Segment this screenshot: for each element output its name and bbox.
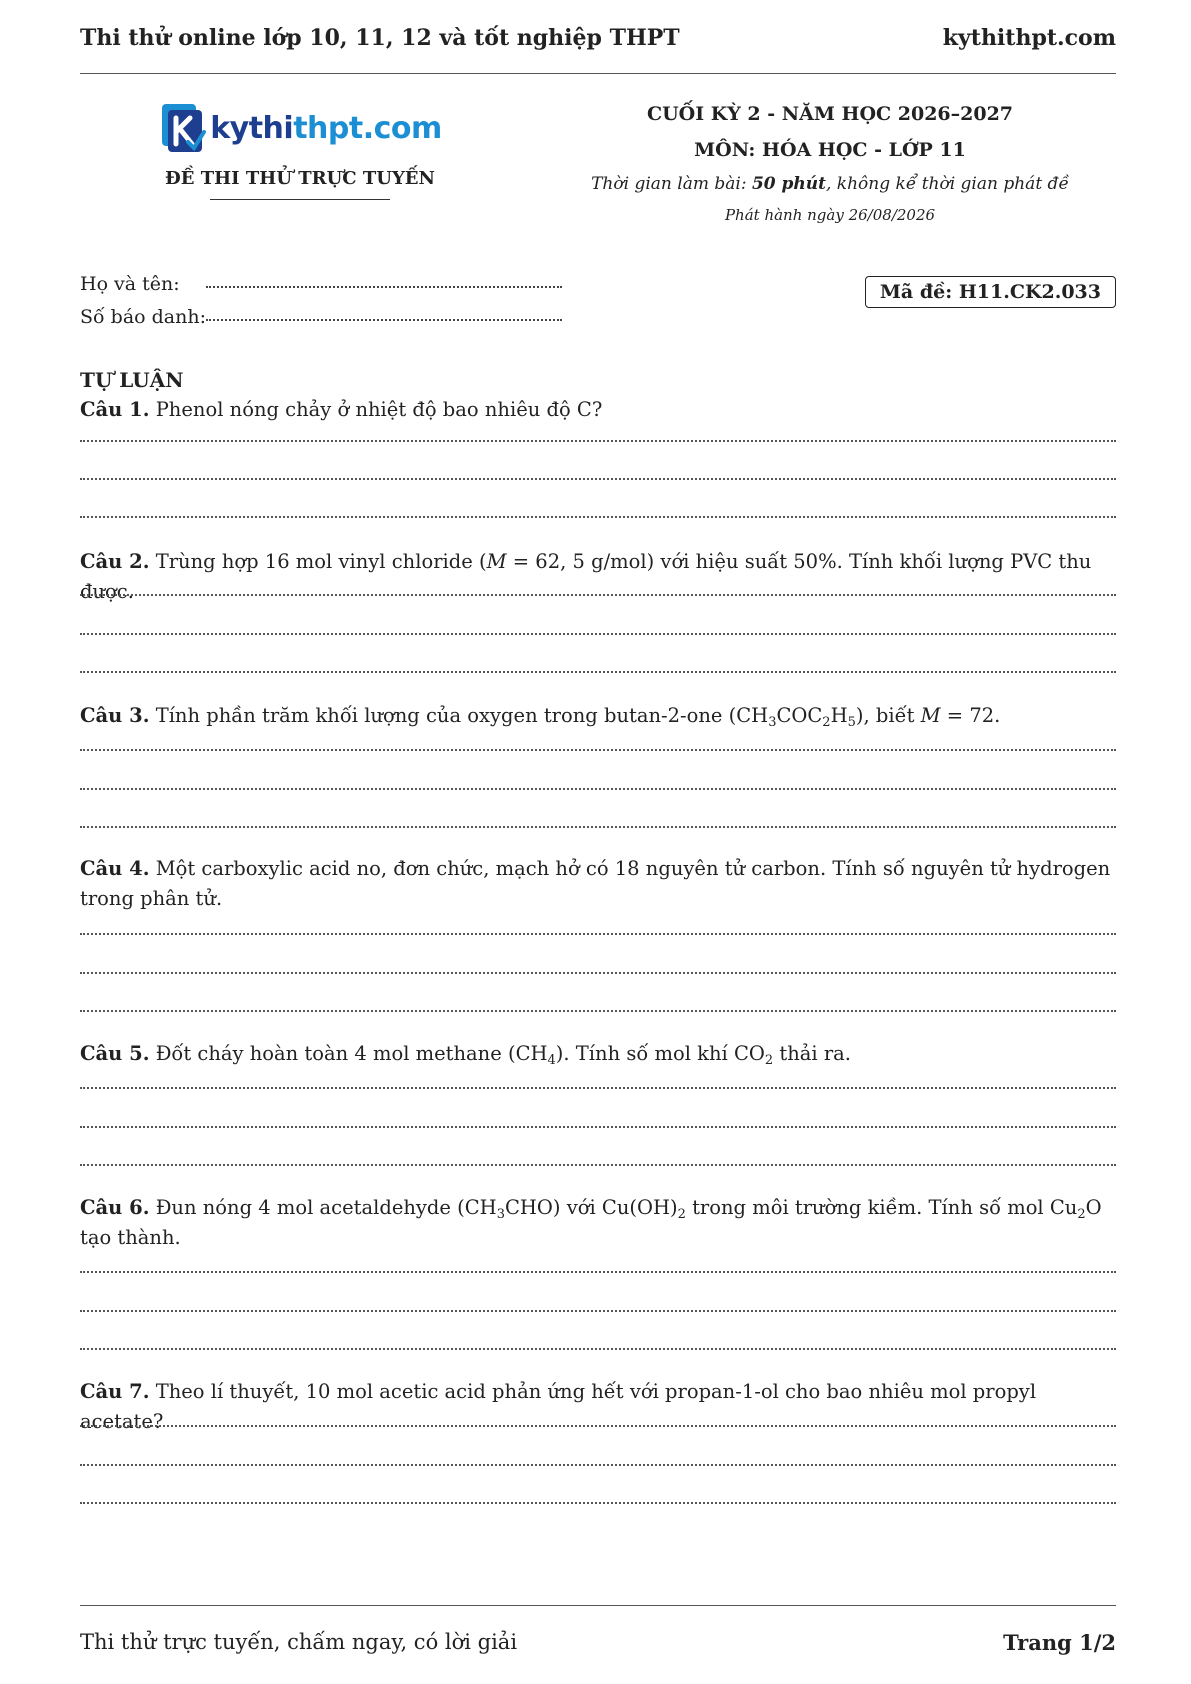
exam-code-badge: Mã đề: H11.CK2.033	[865, 276, 1116, 308]
exam-titles	[550, 96, 1110, 230]
answer-line[interactable]	[80, 1464, 1116, 1466]
question-text: COC	[776, 704, 823, 727]
answer-line[interactable]	[80, 1087, 1116, 1089]
answer-line[interactable]	[80, 594, 1116, 596]
question-text: Tính phần trăm khối lượng của oxygen trong butan-2-one (CH	[155, 704, 769, 727]
header-divider	[80, 73, 1116, 74]
subscript: 2	[822, 715, 831, 730]
answer-line[interactable]	[80, 1310, 1116, 1312]
question-number: Câu 7.	[80, 1380, 150, 1403]
question-number: Câu 5.	[80, 1042, 150, 1065]
answer-line[interactable]	[80, 671, 1116, 673]
answer-line[interactable]	[80, 826, 1116, 828]
brand-subtitle: ĐỀ THI THỬ TRỰC TUYẾN	[165, 168, 435, 189]
logo-wordmark	[210, 111, 442, 146]
question-text: Trùng hợp 16 mol vinyl chloride (	[155, 550, 487, 573]
answer-line[interactable]	[80, 749, 1116, 751]
duration-prefix: Thời gian làm bài:	[591, 174, 752, 194]
question-4	[80, 854, 1116, 914]
answer-line[interactable]	[80, 1126, 1116, 1128]
answer-line[interactable]	[80, 440, 1116, 442]
question-7	[80, 1377, 1116, 1437]
running-header	[80, 20, 1116, 56]
answer-line[interactable]	[80, 516, 1116, 518]
question-text: H	[830, 704, 848, 727]
answer-line[interactable]	[80, 1164, 1116, 1166]
exam-duration	[550, 168, 1110, 200]
question-text: thải ra.	[773, 1042, 851, 1065]
question-3	[80, 701, 1116, 731]
subscript: 2	[764, 1053, 774, 1068]
question-text: ), biết	[855, 704, 921, 727]
answer-line[interactable]	[80, 478, 1116, 480]
question-text: = 62, 5 g/mol) với hiệu suất 50%. Tính khối lượng PVC thu được.	[80, 550, 1092, 603]
question-text: ). Tính số mol khí CO	[555, 1042, 765, 1065]
duration-value: 50 phút	[751, 174, 826, 194]
question-text: Đốt cháy hoàn toàn 4 mol methane (CH	[155, 1042, 548, 1065]
exam-term: CUỐI KỲ 2 - NĂM HỌC 2026–2027	[646, 103, 1014, 125]
question-number: Câu 6.	[80, 1196, 150, 1219]
answer-line[interactable]	[80, 1348, 1116, 1350]
brand-block	[120, 100, 480, 200]
question-text: Theo lí thuyết, 10 mol acetic acid phản ứng hết với propan-1-ol cho bao nhiêu mol propyl acetate?	[80, 1380, 1037, 1433]
exam-subject: MÔN: HÓA HỌC - LỚP 11	[694, 139, 966, 161]
logo-icon	[158, 102, 206, 154]
question-number: Câu 3.	[80, 704, 150, 727]
question-text: trong môi trường kiềm. Tính số mol Cu	[685, 1196, 1078, 1219]
name-label: Họ và tên:	[80, 273, 180, 295]
math-variable: M	[486, 550, 507, 573]
logo-word-part1: kythi	[210, 110, 294, 146]
answer-line[interactable]	[80, 1010, 1116, 1012]
question-text: Phenol nóng chảy ở nhiệt độ bao nhiêu độ C?	[155, 398, 603, 421]
answer-line[interactable]	[80, 933, 1116, 935]
question-1	[80, 395, 1116, 425]
page-footer	[80, 1630, 1116, 1655]
id-field[interactable]	[206, 301, 562, 321]
footer-tagline: Thi thử trực tuyến, chấm ngay, có lời giải	[80, 1630, 518, 1654]
question-number: Câu 1.	[80, 398, 150, 421]
exam-page	[80, 0, 1116, 1684]
page-number: Trang 1/2	[1003, 1630, 1116, 1655]
question-text: Đun nóng 4 mol acetaldehyde (CH	[155, 1196, 497, 1219]
question-text: O tạo thành.	[80, 1196, 1102, 1249]
question-5	[80, 1039, 1116, 1069]
id-label: Số báo danh:	[80, 306, 207, 328]
answer-line[interactable]	[80, 1425, 1116, 1427]
brand-underline	[210, 199, 390, 200]
question-number: Câu 4.	[80, 857, 150, 880]
section-title: TỰ LUẬN	[80, 368, 184, 392]
header-left-text: Thi thử online lớp 10, 11, 12 và tốt nghiệp THPT	[80, 25, 680, 51]
subscript: 2	[677, 1207, 686, 1222]
logo-word-part2: thpt.com	[293, 110, 442, 146]
answer-line[interactable]	[80, 972, 1116, 974]
candidate-info	[80, 262, 562, 328]
subscript: 5	[847, 715, 856, 730]
answer-line[interactable]	[80, 633, 1116, 635]
question-text: CHO) với Cu(OH)	[504, 1196, 678, 1219]
question-number: Câu 2.	[80, 550, 150, 573]
subscript: 4	[547, 1053, 556, 1068]
subscript: 3	[768, 715, 777, 730]
footer-divider	[80, 1605, 1116, 1606]
answer-line[interactable]	[80, 788, 1116, 790]
question-text: = 72.	[940, 704, 1001, 727]
math-variable: M	[920, 704, 941, 727]
header-site-link[interactable]: kythithpt.com	[942, 25, 1116, 51]
release-date: Phát hành ngày 26/08/2026	[724, 206, 936, 224]
subscript: 3	[496, 1207, 505, 1222]
name-field[interactable]	[206, 268, 562, 288]
answer-line[interactable]	[80, 1502, 1116, 1504]
question-6	[80, 1193, 1116, 1253]
question-2	[80, 547, 1116, 607]
duration-suffix: , không kể thời gian phát đề	[826, 174, 1069, 194]
subscript: 2	[1077, 1207, 1086, 1222]
answer-line[interactable]	[80, 1271, 1116, 1273]
site-logo[interactable]	[120, 100, 480, 156]
question-text: Một carboxylic acid no, đơn chức, mạch hở có 18 nguyên tử carbon. Tính số nguyên tử hydrogen trong phân tử.	[80, 857, 1111, 910]
